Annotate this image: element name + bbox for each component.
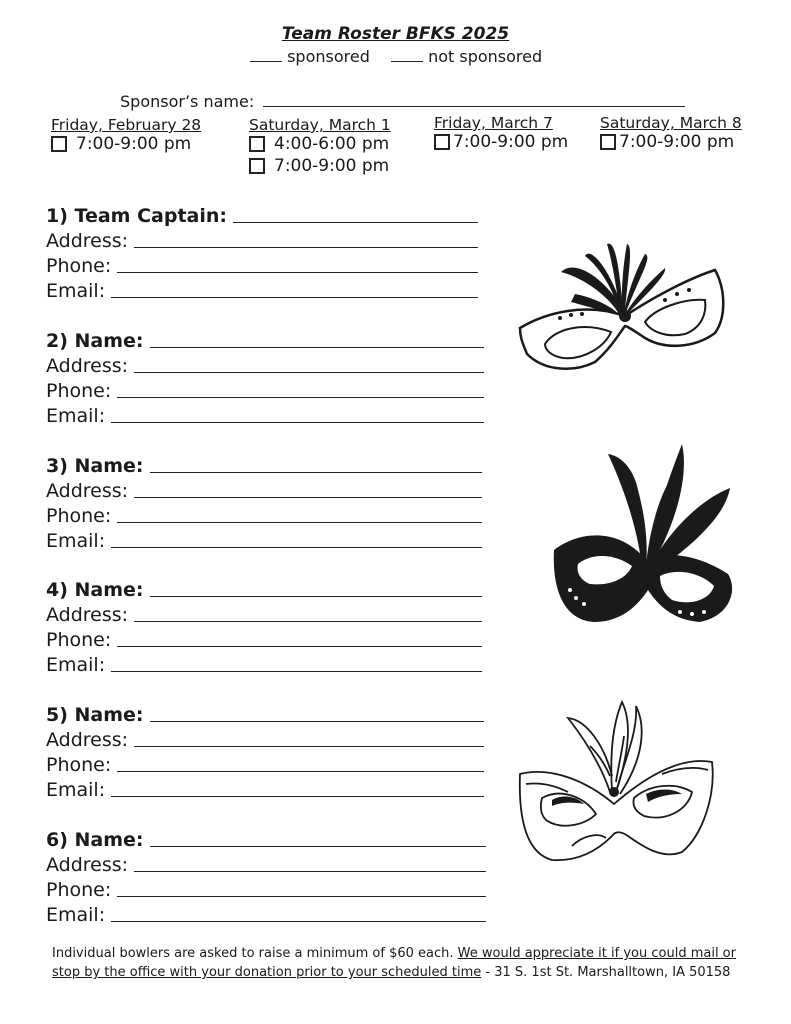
field-label: Email: [46, 779, 106, 801]
member-email-field[interactable] [111, 421, 484, 423]
member-address-field[interactable] [134, 496, 482, 498]
sponsor-name-field[interactable] [263, 106, 685, 107]
page-title: Team Roster BFKS 2025 [281, 24, 510, 44]
field-label: Phone: [46, 380, 112, 402]
not-sponsored-label: not sponsored [428, 47, 543, 66]
member-email-field[interactable] [111, 795, 484, 797]
field-label: Phone: [46, 255, 112, 277]
schedule-col-2 [249, 116, 391, 176]
member-name-field[interactable] [150, 845, 486, 847]
mask-ornate-icon [512, 696, 717, 866]
schedule-slot[interactable]: 7:00-9:00 pm [51, 134, 201, 154]
member-2-address-row [46, 355, 484, 377]
member-4-email-row [46, 654, 482, 676]
field-label: 2) Name: [46, 330, 144, 352]
footer-text-1: Individual bowlers are asked to raise a minimum of $60 each. [52, 946, 454, 961]
member-email-field[interactable] [111, 670, 482, 672]
member-2-email-row [46, 405, 484, 427]
member-name-field[interactable] [150, 720, 484, 722]
field-label: 1) Team Captain: [46, 205, 227, 227]
field-label: Email: [46, 904, 106, 926]
member-1-phone-row [46, 255, 478, 277]
field-label: Email: [46, 530, 106, 552]
field-label: Email: [46, 405, 106, 427]
field-label: Address: [46, 729, 129, 751]
schedule-col-4 [600, 114, 742, 152]
schedule-col-1 [51, 116, 201, 154]
field-label: Address: [46, 854, 129, 876]
schedule-slot[interactable]: 7:00-9:00 pm [249, 156, 391, 176]
schedule-day: Saturday, March 8 [600, 114, 742, 132]
member-1-address-row [46, 230, 478, 252]
checkbox-icon[interactable] [51, 136, 67, 152]
member-name-field[interactable] [150, 471, 482, 473]
member-4-address-row [46, 604, 482, 626]
member-5-address-row [46, 729, 484, 751]
member-name-field[interactable] [233, 221, 478, 223]
footer-note [52, 944, 762, 982]
member-phone-field[interactable] [117, 396, 484, 398]
member-1-email-row [46, 280, 478, 302]
mask-feathers-black-icon [550, 440, 745, 625]
member-6-email-row [46, 904, 486, 926]
member-name-field[interactable] [150, 346, 484, 348]
member-phone-field[interactable] [117, 271, 478, 273]
member-phone-field[interactable] [117, 521, 482, 523]
field-label: 3) Name: [46, 455, 144, 477]
field-label: Address: [46, 480, 129, 502]
field-label: Phone: [46, 629, 112, 651]
sponsored-option[interactable] [250, 47, 370, 66]
checkbox-icon[interactable] [434, 134, 450, 150]
sponsored-blank[interactable] [250, 61, 282, 62]
checkbox-icon[interactable] [600, 134, 616, 150]
field-label: Email: [46, 280, 106, 302]
member-3-phone-row [46, 505, 482, 527]
footer-text-3: - 31 S. 1st St. Marshalltown, IA 50158 [481, 965, 731, 980]
field-label: Phone: [46, 879, 112, 901]
footer-text-2: We would appreciate it if you could mail or stop by the office with your donation prior to your scheduled time [52, 946, 736, 980]
member-email-field[interactable] [111, 920, 486, 922]
field-label: 5) Name: [46, 704, 144, 726]
checkbox-icon[interactable] [249, 158, 265, 174]
member-phone-field[interactable] [117, 895, 486, 897]
member-address-field[interactable] [134, 745, 484, 747]
member-5-email-row [46, 779, 484, 801]
field-label: Address: [46, 355, 129, 377]
member-5-heading-row [46, 704, 484, 726]
field-label: Address: [46, 230, 129, 252]
not-sponsored-option[interactable] [391, 47, 542, 66]
member-address-field[interactable] [134, 246, 478, 248]
schedule-day: Saturday, March 1 [249, 116, 391, 134]
member-5-phone-row [46, 754, 484, 776]
member-name-field[interactable] [150, 595, 482, 597]
schedule-slot[interactable]: 7:00-9:00 pm [434, 132, 568, 152]
schedule-slot[interactable]: 7:00-9:00 pm [600, 132, 742, 152]
field-label: Address: [46, 604, 129, 626]
sponsor-name-row [120, 92, 685, 111]
sponsor-name-label: Sponsor’s name: [120, 92, 255, 111]
member-email-field[interactable] [111, 546, 482, 548]
field-label: 4) Name: [46, 579, 144, 601]
member-4-heading-row [46, 579, 482, 601]
member-address-field[interactable] [134, 371, 484, 373]
sponsored-label: sponsored [287, 47, 370, 66]
field-label: 6) Name: [46, 829, 144, 851]
schedule-day: Friday, February 28 [51, 116, 202, 134]
member-phone-field[interactable] [117, 770, 484, 772]
member-address-field[interactable] [134, 620, 482, 622]
field-label: Phone: [46, 505, 112, 527]
not-sponsored-blank[interactable] [391, 61, 423, 62]
member-6-heading-row [46, 829, 486, 851]
schedule-slot[interactable]: 4:00-6:00 pm [249, 134, 391, 154]
schedule-day: Friday, March 7 [434, 114, 553, 132]
member-1-heading-row [46, 205, 478, 227]
schedule-col-3 [434, 114, 568, 152]
member-3-address-row [46, 480, 482, 502]
field-label: Email: [46, 654, 106, 676]
member-address-field[interactable] [134, 870, 486, 872]
member-6-address-row [46, 854, 486, 876]
member-2-phone-row [46, 380, 484, 402]
mask-feathers-outline-icon [515, 238, 730, 378]
member-6-phone-row [46, 879, 486, 901]
member-phone-field[interactable] [117, 645, 482, 647]
checkbox-icon[interactable] [249, 136, 265, 152]
member-3-heading-row [46, 455, 482, 477]
member-3-email-row [46, 530, 482, 552]
field-label: Phone: [46, 754, 112, 776]
member-email-field[interactable] [111, 296, 478, 298]
member-4-phone-row [46, 629, 482, 651]
member-2-heading-row [46, 330, 484, 352]
